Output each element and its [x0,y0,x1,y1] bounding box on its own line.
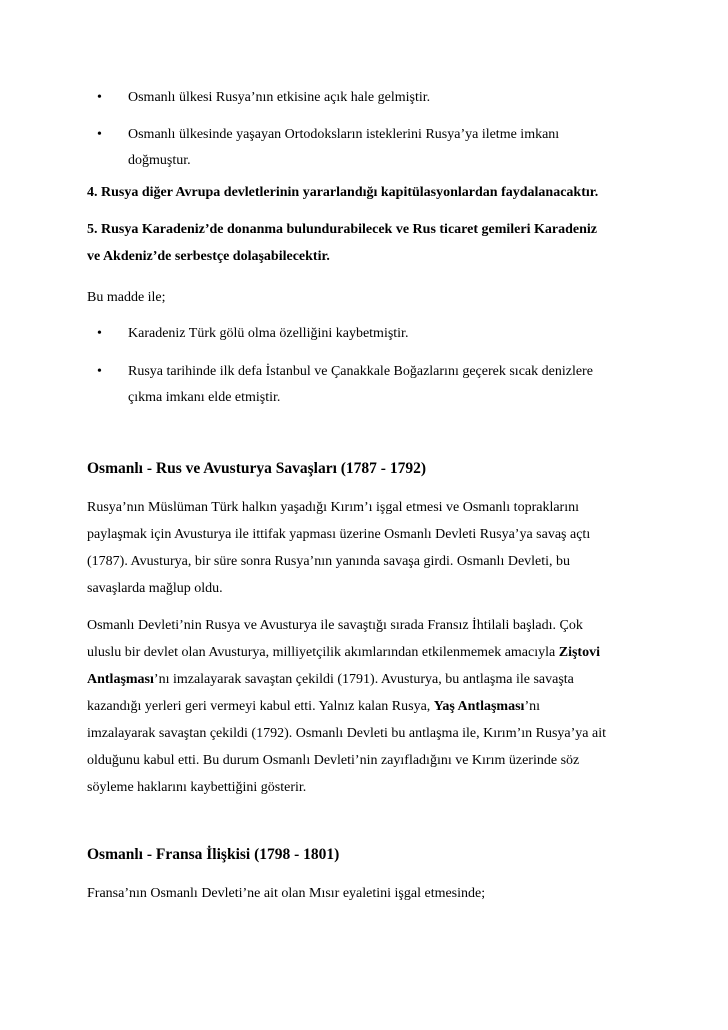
treaty-name: Yaş Antlaşması [433,699,525,714]
numbered-item-5-line1: 5. Rusya Karadeniz’de donanma bulundurabilecek ve Rus ticaret gemileri Karadeniz [87,222,597,237]
paragraph-text: uluslu bir devlet olan Avusturya, milliyetçilik akımlarından etkilenmemek amacıyla [87,645,559,660]
paragraph-text: kazandığı yerleri geri vermeyi kabul etti. Yalnız kalan Rusya, [87,699,434,714]
paragraph-line: Rusya’nın Müslüman Türk halkın yaşadığı Kırım’ı işgal etmesi ve Osmanlı topraklarını [87,500,579,515]
bullet-text: Osmanlı ülkesi Rusya’nın etkisine açık hale gelmiştir. [128,90,431,105]
paragraph-text: ’nı [524,699,540,714]
paragraph-line [87,693,647,720]
bullet-icon: • [97,364,102,379]
section-heading: Osmanlı - Rus ve Avusturya Savaşları (1787 - 1792) [87,460,427,477]
paragraph-line [87,666,647,693]
bullet-icon: • [97,90,102,105]
treaty-name: Ziştovi [558,645,600,660]
bullet-icon: • [97,127,102,142]
bullet-icon: • [97,326,102,341]
paragraph-line: olduğunu kabul etti. Bu durum Osmanlı Devleti’nin zayıfladığını ve Kırım üzerinde söz [87,753,580,768]
treaty-name: Antlaşması [87,672,154,687]
paragraph-line: savaşlarda mağlup oldu. [87,581,223,596]
paragraph-text: ’nı imzalayarak savaştan çekildi (1791). Avusturya, bu antlaşma ile savaşta [153,672,574,687]
bullet-text: Rusya tarihinde ilk defa İstanbul ve Çanakkale Boğazlarını geçerek sıcak denizlere [128,364,593,379]
paragraph-line: imzalayarak savaştan çekildi (1792). Osmanlı Devleti bu antlaşma ile, Kırım’ın Rusya’ya ait [87,726,607,741]
paragraph-line: Osmanlı Devleti’nin Rusya ve Avusturya ile savaştığı sırada Fransız İhtilali başladı. Çok [87,618,583,633]
paragraph-line: söyleme haklarını kaybettiğini gösterir. [87,780,307,795]
intro-text: Bu madde ile; [87,290,166,305]
paragraph-line: paylaşmak için Avusturya ile ittifak yapması üzerine Osmanlı Devleti Rusya’ya savaş açtı [87,527,591,542]
section-heading: Osmanlı - Fransa İlişkisi (1798 - 1801) [87,846,340,863]
bullet-text: Osmanlı ülkesinde yaşayan Ortodoksların isteklerini Rusya’ya iletme imkanı [128,127,560,142]
paragraph-line [87,639,647,666]
paragraph-line: Fransa’nın Osmanlı Devleti’ne ait olan Mısır eyaletini işgal etmesinde; [87,886,486,901]
numbered-item-5-line2: ve Akdeniz’de serbestçe dolaşabilecektir. [87,249,330,264]
bullet-text: doğmuştur. [128,153,191,168]
bullet-text: Karadeniz Türk gölü olma özelliğini kaybetmiştir. [128,326,409,341]
bullet-text: çıkma imkanı elde etmiştir. [128,390,281,405]
paragraph-line: (1787). Avusturya, bir süre sonra Rusya’nın yanında savaşa girdi. Osmanlı Devleti, bu [87,554,571,569]
numbered-item-4: 4. Rusya diğer Avrupa devletlerinin yararlandığı kapitülasyonlardan faydalanacaktır. [87,185,599,200]
